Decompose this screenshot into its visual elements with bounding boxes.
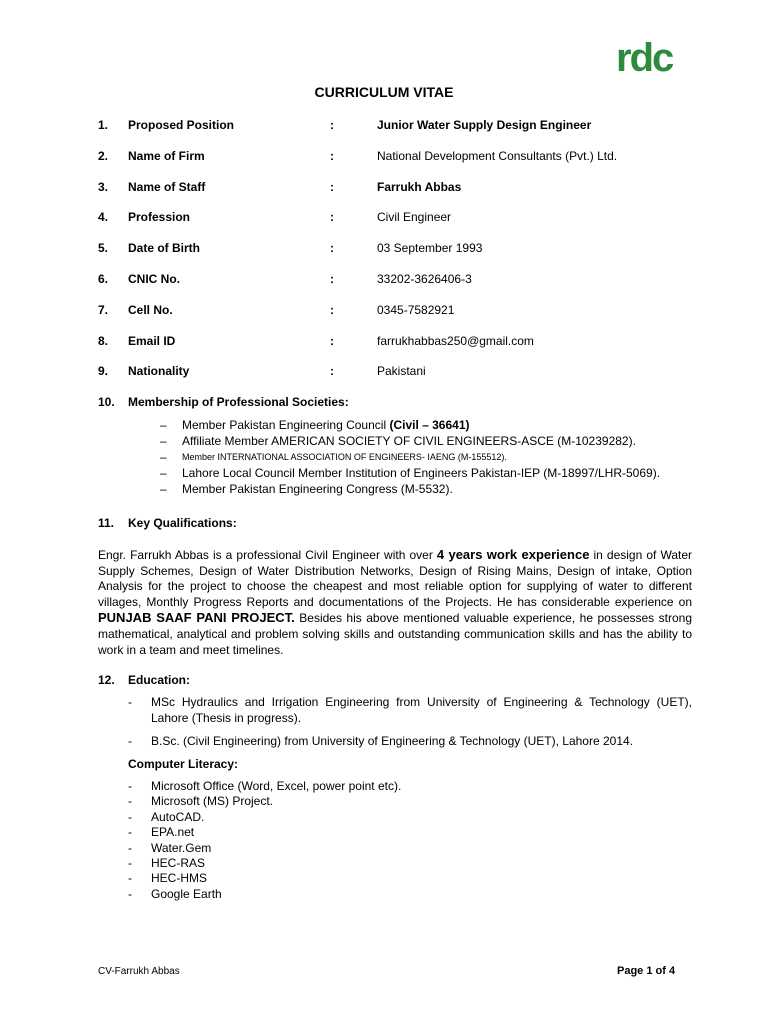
field-row <box>0 210 768 228</box>
document-title: CURRICULUM VITAE <box>314 84 454 100</box>
field-label: Name of Firm <box>128 149 205 163</box>
dash: - <box>128 871 132 886</box>
field-row <box>0 118 768 136</box>
section-number: 10. <box>98 395 115 409</box>
field-row <box>0 149 768 167</box>
dash: - <box>128 825 132 840</box>
membership-text <box>182 466 660 480</box>
field-colon: : <box>330 149 334 163</box>
field-number: 2. <box>98 149 109 163</box>
qualifications-text: in design of Water Supply Schemes, Design of Water Distribution Networks, Design of Rising Mains, Design of intake, Option Analysis for the project to choose the cheapest and most reliable option for supplying of water to different villages, Monthly Progress Reports and documentations of the Projects. He has considerable experience on <box>98 548 692 609</box>
field-number: 9. <box>98 364 109 378</box>
education-item <box>128 734 692 750</box>
field-number: 6. <box>98 272 109 286</box>
field-value: Farrukh Abbas <box>377 180 462 194</box>
field-number: 5. <box>98 241 109 255</box>
membership-text <box>182 434 636 448</box>
field-value: farrukhabbas250@gmail.com <box>377 334 534 348</box>
field-value: Junior Water Supply Design Engineer <box>377 118 592 132</box>
field-value: Civil Engineer <box>377 210 452 224</box>
field-colon: : <box>330 364 334 378</box>
membership-name: Lahore Local Council Member Institution of Engineers Pakistan-IEP (M-18997/LHR-5069). <box>182 466 661 480</box>
dash: – <box>160 418 167 432</box>
education-item <box>128 695 692 727</box>
rdc-logo: rdc <box>616 36 673 80</box>
field-label: Email ID <box>128 334 176 348</box>
footer-page-number: Page 1 of 4 <box>617 965 676 977</box>
section-label: Membership of Professional Societies: <box>128 395 349 409</box>
field-row <box>0 180 768 198</box>
membership-text <box>182 482 453 496</box>
dash: - <box>128 695 132 709</box>
computer-skill-text: EPA.net <box>151 825 195 840</box>
qualifications-text: Besides his above mentioned valuable experience, he possesses strong mathematical, analytical and problem solving skills and outstanding communication skills and has the ability to work in a team and meet timelines. <box>98 611 692 657</box>
membership-item <box>160 450 720 465</box>
field-label: Cell No. <box>128 303 173 317</box>
field-value: Pakistani <box>377 364 426 378</box>
computer-skill-text: HEC-HMS <box>151 871 207 886</box>
membership-text <box>182 418 470 432</box>
field-colon: : <box>330 272 334 286</box>
field-row <box>0 303 768 321</box>
qualifications-bold: 4 years work experience <box>436 547 590 562</box>
field-label: Nationality <box>128 364 190 378</box>
dash: – <box>160 482 167 496</box>
membership-item <box>160 434 720 449</box>
membership-name: Member Pakistan Engineering Council <box>182 418 390 432</box>
computer-skill-text: AutoCAD. <box>151 809 205 824</box>
field-value: 33202-3626406-3 <box>377 272 472 286</box>
field-label: Proposed Position <box>128 118 235 132</box>
field-label: Name of Staff <box>128 180 206 194</box>
field-colon: : <box>330 118 334 132</box>
membership-item <box>160 482 720 497</box>
dash: - <box>128 779 132 793</box>
field-number: 7. <box>98 303 109 317</box>
section-label: Education: <box>128 673 190 687</box>
education-text: MSc Hydraulics and Irrigation Engineering from University of Engineering & Technology (UET), Lahore (Thesis in progress). <box>151 695 692 725</box>
field-colon: : <box>330 210 334 224</box>
dash: - <box>128 840 132 855</box>
dash: - <box>128 886 132 901</box>
field-number: 4. <box>98 210 109 224</box>
field-value: 0345-7582921 <box>377 303 455 317</box>
section-number: 11. <box>98 516 115 530</box>
field-label: Date of Birth <box>128 241 200 255</box>
dash: - <box>128 809 132 824</box>
computer-skill-text: Water.Gem <box>151 840 212 855</box>
field-colon: : <box>330 303 334 317</box>
field-colon: : <box>330 180 334 194</box>
qualifications-text: Engr. Farrukh Abbas is a professional Civil Engineer with over <box>98 548 437 562</box>
computer-skill-text: Microsoft (MS) Project. <box>151 794 274 809</box>
dash: - <box>128 794 132 809</box>
membership-name: Member Pakistan Engineering Congress (M-5532). <box>182 482 453 496</box>
section-label: Computer Literacy: <box>128 757 239 771</box>
dash: – <box>160 434 167 448</box>
qualifications-bold: PUNJAB SAAF PANI PROJECT. <box>98 610 295 626</box>
field-number: 3. <box>98 180 109 194</box>
membership-item <box>160 418 720 433</box>
qualifications-paragraph <box>98 547 692 658</box>
membership-text <box>182 452 507 462</box>
computer-skill-text: HEC-RAS <box>151 856 206 870</box>
dash: - <box>128 734 132 748</box>
field-row <box>0 241 768 259</box>
footer-document-name: CV-Farrukh Abbas <box>98 966 180 977</box>
membership-id: (Civil – 36641) <box>389 418 470 432</box>
field-row <box>0 364 768 382</box>
field-label: CNIC No. <box>128 272 180 286</box>
section-number: 12. <box>98 673 115 687</box>
computer-skill-text: Google Earth <box>151 886 222 901</box>
membership-name: Affiliate Member AMERICAN SOCIETY OF CIVIL ENGINEERS-ASCE (M-10239282). <box>182 434 636 448</box>
dash: - <box>128 856 132 870</box>
computer-skill-text: Microsoft Office (Word, Excel, power point etc). <box>151 779 402 793</box>
membership-name: Member INTERNATIONAL ASSOCIATION OF ENGINEERS- IAENG (M-155512). <box>182 452 507 462</box>
field-label: Profession <box>128 210 191 224</box>
education-text: B.Sc. (Civil Engineering) from University of Engineering & Technology (UET), Lahore 2014. <box>151 734 634 748</box>
field-value: 03 September 1993 <box>377 241 483 255</box>
section-label: Key Qualifications: <box>128 516 237 530</box>
field-row <box>0 272 768 290</box>
field-value: National Development Consultants (Pvt.) Ltd. <box>377 149 618 163</box>
membership-item <box>160 466 720 481</box>
field-colon: : <box>330 241 334 255</box>
field-number: 8. <box>98 334 109 348</box>
field-number: 1. <box>98 118 109 132</box>
field-colon: : <box>330 334 334 348</box>
field-row <box>0 334 768 352</box>
dash: – <box>160 450 167 464</box>
dash: – <box>160 466 167 480</box>
